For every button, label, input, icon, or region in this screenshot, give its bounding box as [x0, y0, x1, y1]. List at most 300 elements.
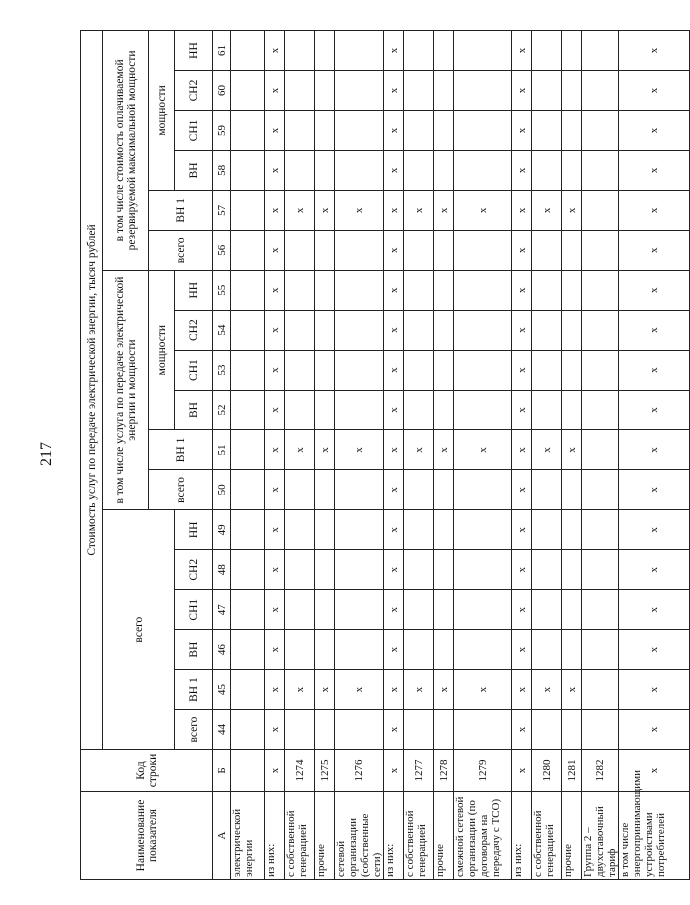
- header-t-sn2: СН2: [175, 310, 213, 350]
- row-cell: х: [335, 430, 384, 470]
- row-name: прочие: [315, 792, 335, 880]
- row-cell: х: [384, 111, 404, 151]
- row-cell: х: [315, 430, 335, 470]
- colnum-57: 57: [213, 190, 231, 230]
- row-cell: х: [384, 470, 404, 510]
- row-cell: [434, 470, 454, 510]
- header-r-nn: НН: [175, 31, 213, 71]
- row-cell: [582, 71, 619, 111]
- row-cell: [335, 590, 384, 630]
- row-cell: х: [384, 590, 404, 630]
- row-cell: х: [619, 630, 690, 670]
- row-cell: х: [619, 31, 690, 71]
- row-cell: х: [562, 670, 582, 710]
- row-cell: [285, 470, 315, 510]
- row-cell: х: [265, 430, 285, 470]
- row-cell: [285, 590, 315, 630]
- row-cell: х: [512, 550, 532, 590]
- row-cell: [434, 111, 454, 151]
- row-name: Группа 2 – двухставочный тариф: [582, 792, 619, 880]
- header-t-nn: НН: [175, 270, 213, 310]
- row-name: из них:: [265, 792, 285, 880]
- row-cell: [532, 550, 562, 590]
- row-name: с собственной генерацией: [404, 792, 434, 880]
- row-cell: [231, 310, 265, 350]
- row-code: 1277: [404, 750, 434, 792]
- row-cell: [404, 31, 434, 71]
- row-cell: [582, 190, 619, 230]
- row-code: [231, 750, 265, 792]
- row-cell: х: [512, 710, 532, 750]
- row-cell: х: [384, 31, 404, 71]
- row-cell: [285, 550, 315, 590]
- row-cell: [434, 310, 454, 350]
- row-cell: [231, 71, 265, 111]
- row-cell: х: [512, 390, 532, 430]
- row-cell: [315, 310, 335, 350]
- row-cell: [562, 350, 582, 390]
- row-code: 1276: [335, 750, 384, 792]
- row-cell: х: [619, 390, 690, 430]
- row-cell: [434, 510, 454, 550]
- row-cell: [231, 630, 265, 670]
- row-cell: х: [384, 630, 404, 670]
- header-r-total: всего: [149, 230, 213, 270]
- row-code: 1275: [315, 750, 335, 792]
- colnum-56: 56: [213, 230, 231, 270]
- row-cell: [562, 270, 582, 310]
- row-cell: [454, 230, 512, 270]
- cost-table: [80, 30, 690, 880]
- row-cell: [454, 550, 512, 590]
- header-a-sn1: СН1: [175, 590, 213, 630]
- row-cell: [434, 630, 454, 670]
- row-cell: х: [434, 670, 454, 710]
- row-cell: х: [265, 270, 285, 310]
- row-code: 1278: [434, 750, 454, 792]
- row-cell: х: [265, 630, 285, 670]
- row-code: х: [512, 750, 532, 792]
- header-r-vn1: ВН 1: [149, 190, 213, 230]
- row-cell: [532, 310, 562, 350]
- row-cell: [335, 71, 384, 111]
- row-cell: х: [265, 670, 285, 710]
- row-cell: [454, 31, 512, 71]
- row-cell: [562, 590, 582, 630]
- row-cell: [454, 590, 512, 630]
- row-cell: [582, 150, 619, 190]
- row-cell: х: [619, 710, 690, 750]
- header-t-total: всего: [149, 470, 213, 510]
- row-cell: [532, 470, 562, 510]
- header-r-sn1: СН1: [175, 111, 213, 151]
- row-cell: [335, 550, 384, 590]
- row-cell: [434, 150, 454, 190]
- header-incl-transfer: в том числе услуга по передаче электрической энергии и мощности: [103, 270, 149, 510]
- row-cell: х: [512, 590, 532, 630]
- row-cell: [454, 350, 512, 390]
- row-cell: [315, 350, 335, 390]
- row-cell: [404, 510, 434, 550]
- row-cell: [231, 550, 265, 590]
- row-cell: х: [315, 190, 335, 230]
- row-cell: х: [265, 190, 285, 230]
- row-name: прочие: [434, 792, 454, 880]
- row-cell: х: [265, 710, 285, 750]
- row-name: прочие: [562, 792, 582, 880]
- row-cell: [532, 31, 562, 71]
- table-row: [512, 31, 532, 880]
- colnum-44: 44: [213, 710, 231, 750]
- row-cell: [532, 390, 562, 430]
- row-cell: [532, 111, 562, 151]
- row-cell: х: [404, 670, 434, 710]
- row-cell: [231, 150, 265, 190]
- row-cell: х: [532, 190, 562, 230]
- row-cell: х: [619, 670, 690, 710]
- row-cell: х: [532, 670, 562, 710]
- row-cell: х: [265, 310, 285, 350]
- colnum-48: 48: [213, 550, 231, 590]
- row-cell: [335, 510, 384, 550]
- row-cell: х: [512, 630, 532, 670]
- row-cell: [582, 470, 619, 510]
- header-t-sn1: СН1: [175, 350, 213, 390]
- row-cell: [231, 390, 265, 430]
- row-cell: [532, 510, 562, 550]
- row-code: 1282: [582, 750, 619, 792]
- row-cell: [285, 310, 315, 350]
- row-code: 1280: [532, 750, 562, 792]
- row-cell: [582, 270, 619, 310]
- colnum-50: 50: [213, 470, 231, 510]
- row-cell: х: [384, 550, 404, 590]
- row-cell: х: [512, 111, 532, 151]
- row-cell: х: [454, 670, 512, 710]
- row-cell: х: [265, 31, 285, 71]
- row-cell: [404, 230, 434, 270]
- row-cell: [335, 710, 384, 750]
- row-cell: х: [265, 550, 285, 590]
- row-cell: [335, 310, 384, 350]
- row-cell: [285, 630, 315, 670]
- row-cell: [404, 350, 434, 390]
- colnum-47: 47: [213, 590, 231, 630]
- row-cell: х: [454, 430, 512, 470]
- row-cell: х: [619, 510, 690, 550]
- row-cell: х: [335, 670, 384, 710]
- row-cell: [454, 111, 512, 151]
- row-cell: х: [384, 310, 404, 350]
- table-row: [582, 31, 619, 880]
- row-cell: х: [434, 430, 454, 470]
- row-cell: [434, 550, 454, 590]
- row-code: х: [265, 750, 285, 792]
- table-row: [434, 31, 454, 880]
- row-cell: [404, 71, 434, 111]
- row-cell: [285, 71, 315, 111]
- row-cell: [532, 230, 562, 270]
- row-cell: [454, 510, 512, 550]
- header-code: Код строки: [81, 750, 213, 792]
- row-cell: [404, 550, 434, 590]
- row-cell: [582, 230, 619, 270]
- row-cell: [582, 430, 619, 470]
- row-cell: х: [619, 590, 690, 630]
- row-cell: х: [384, 390, 404, 430]
- row-cell: [532, 71, 562, 111]
- row-cell: х: [335, 190, 384, 230]
- header-r-power: мощности: [149, 31, 175, 191]
- colnum-49: 49: [213, 510, 231, 550]
- header-t-vn1: ВН 1: [149, 430, 213, 470]
- row-cell: х: [404, 430, 434, 470]
- header-a-total: всего: [175, 710, 213, 750]
- row-code: х: [619, 750, 690, 792]
- row-cell: х: [619, 310, 690, 350]
- row-cell: [404, 390, 434, 430]
- row-cell: [315, 150, 335, 190]
- row-cell: [404, 710, 434, 750]
- row-cell: [231, 590, 265, 630]
- header-r-sn2: СН2: [175, 71, 213, 111]
- row-cell: [582, 350, 619, 390]
- row-cell: [532, 270, 562, 310]
- row-cell: [404, 150, 434, 190]
- row-cell: х: [512, 430, 532, 470]
- header-total: всего: [103, 510, 175, 750]
- header-a-nn: НН: [175, 510, 213, 550]
- table-row: [285, 31, 315, 880]
- row-cell: [582, 670, 619, 710]
- row-cell: [404, 310, 434, 350]
- row-cell: х: [619, 190, 690, 230]
- colnum-b: Б: [213, 750, 231, 792]
- row-cell: [404, 590, 434, 630]
- row-cell: [532, 150, 562, 190]
- row-cell: [562, 510, 582, 550]
- row-cell: [532, 590, 562, 630]
- row-cell: [231, 230, 265, 270]
- row-cell: х: [512, 510, 532, 550]
- row-cell: [582, 630, 619, 670]
- row-cell: [582, 390, 619, 430]
- row-cell: [434, 230, 454, 270]
- row-cell: х: [512, 31, 532, 71]
- table-row: [532, 31, 562, 880]
- row-code: 1281: [562, 750, 582, 792]
- row-code: 1274: [285, 750, 315, 792]
- row-cell: [231, 190, 265, 230]
- row-name: сетевой организации (собственные сети): [335, 792, 384, 880]
- row-cell: х: [384, 230, 404, 270]
- row-cell: [532, 350, 562, 390]
- row-cell: х: [384, 510, 404, 550]
- header-incl-reserved: в том числе стоимость оплачиваемой резервируемой максимальной мощности: [103, 31, 149, 271]
- row-cell: х: [532, 430, 562, 470]
- row-cell: [434, 350, 454, 390]
- row-cell: [231, 270, 265, 310]
- row-cell: [454, 310, 512, 350]
- colnum-a: А: [213, 792, 231, 880]
- header-t-power: мощности: [149, 270, 175, 430]
- row-cell: [231, 710, 265, 750]
- row-cell: х: [265, 470, 285, 510]
- table-row: [454, 31, 512, 880]
- row-cell: х: [384, 430, 404, 470]
- row-cell: [315, 470, 335, 510]
- row-cell: [335, 150, 384, 190]
- row-cell: [315, 590, 335, 630]
- row-cell: [562, 150, 582, 190]
- rotated-table-wrapper: [80, 30, 667, 880]
- header-a-vn1: ВН 1: [175, 670, 213, 710]
- row-cell: [434, 390, 454, 430]
- row-cell: [454, 150, 512, 190]
- colnum-54: 54: [213, 310, 231, 350]
- row-cell: [231, 350, 265, 390]
- row-cell: х: [265, 590, 285, 630]
- row-name: в том числе энергопринимающими устройствами потребителей: [619, 792, 690, 880]
- row-cell: х: [384, 710, 404, 750]
- row-cell: [335, 111, 384, 151]
- row-cell: [335, 470, 384, 510]
- table-row: [231, 31, 265, 880]
- row-cell: [285, 270, 315, 310]
- row-cell: х: [619, 71, 690, 111]
- row-cell: х: [512, 350, 532, 390]
- row-cell: [562, 310, 582, 350]
- row-cell: [315, 710, 335, 750]
- row-cell: [454, 710, 512, 750]
- row-cell: [335, 270, 384, 310]
- row-cell: х: [619, 150, 690, 190]
- colnum-58: 58: [213, 150, 231, 190]
- row-cell: х: [265, 230, 285, 270]
- row-cell: [562, 710, 582, 750]
- row-cell: [434, 710, 454, 750]
- header-a-vn: ВН: [175, 630, 213, 670]
- row-cell: х: [619, 430, 690, 470]
- row-cell: [231, 430, 265, 470]
- row-cell: х: [619, 270, 690, 310]
- row-cell: [434, 590, 454, 630]
- row-cell: х: [265, 350, 285, 390]
- row-cell: [582, 31, 619, 71]
- row-cell: х: [384, 150, 404, 190]
- row-cell: [285, 710, 315, 750]
- row-cell: [434, 270, 454, 310]
- header-cost-group: Стоимость услуг по передаче электрической энергии, тысяч рублей: [81, 31, 103, 750]
- row-cell: х: [384, 190, 404, 230]
- colnum-55: 55: [213, 270, 231, 310]
- row-cell: х: [512, 670, 532, 710]
- row-cell: х: [512, 470, 532, 510]
- colnum-51: 51: [213, 430, 231, 470]
- row-cell: [562, 630, 582, 670]
- row-cell: х: [619, 470, 690, 510]
- row-cell: х: [619, 550, 690, 590]
- row-cell: [285, 111, 315, 151]
- row-cell: [231, 111, 265, 151]
- header-t-vn: ВН: [175, 390, 213, 430]
- row-cell: х: [434, 190, 454, 230]
- row-cell: [404, 470, 434, 510]
- row-cell: х: [619, 350, 690, 390]
- table-row: [619, 31, 690, 880]
- row-name: с собственной генерацией: [285, 792, 315, 880]
- row-cell: х: [384, 71, 404, 111]
- table-row: [384, 31, 404, 880]
- row-cell: х: [265, 111, 285, 151]
- table-row: [404, 31, 434, 880]
- row-cell: х: [285, 670, 315, 710]
- row-cell: [404, 111, 434, 151]
- row-cell: [562, 71, 582, 111]
- row-cell: [335, 630, 384, 670]
- row-cell: [582, 111, 619, 151]
- row-name: из них:: [384, 792, 404, 880]
- table-row: [265, 31, 285, 880]
- header-name: Наименование показателя: [81, 792, 213, 880]
- row-name: электрической энергии: [231, 792, 265, 880]
- row-cell: [434, 71, 454, 111]
- table-row: [562, 31, 582, 880]
- row-cell: [454, 270, 512, 310]
- row-cell: х: [265, 71, 285, 111]
- row-cell: х: [384, 270, 404, 310]
- row-cell: [582, 550, 619, 590]
- row-cell: [532, 630, 562, 670]
- row-cell: [315, 390, 335, 430]
- row-cell: [315, 550, 335, 590]
- table-row: [335, 31, 384, 880]
- row-cell: [285, 350, 315, 390]
- colnum-53: 53: [213, 350, 231, 390]
- row-cell: [335, 230, 384, 270]
- row-cell: [562, 550, 582, 590]
- row-cell: [315, 230, 335, 270]
- row-cell: [404, 270, 434, 310]
- row-code: 1279: [454, 750, 512, 792]
- row-cell: [315, 630, 335, 670]
- table-row: [315, 31, 335, 880]
- row-cell: [582, 510, 619, 550]
- header-r-vn: ВН: [175, 150, 213, 190]
- row-cell: х: [512, 71, 532, 111]
- row-cell: [582, 710, 619, 750]
- row-cell: х: [512, 150, 532, 190]
- row-cell: х: [315, 670, 335, 710]
- colnum-45: 45: [213, 670, 231, 710]
- row-cell: х: [619, 111, 690, 151]
- row-cell: х: [285, 190, 315, 230]
- row-cell: [454, 390, 512, 430]
- row-cell: [285, 390, 315, 430]
- row-name: с собственной генерацией: [532, 792, 562, 880]
- row-cell: [454, 470, 512, 510]
- row-name: смежной сетевой организации (по договорам на передачу с ТСО): [454, 792, 512, 880]
- row-cell: х: [512, 310, 532, 350]
- colnum-61: 61: [213, 31, 231, 71]
- row-cell: [562, 111, 582, 151]
- row-cell: х: [512, 270, 532, 310]
- row-cell: х: [285, 430, 315, 470]
- row-name: из них:: [512, 792, 532, 880]
- row-cell: [454, 630, 512, 670]
- row-cell: х: [404, 190, 434, 230]
- row-cell: х: [265, 390, 285, 430]
